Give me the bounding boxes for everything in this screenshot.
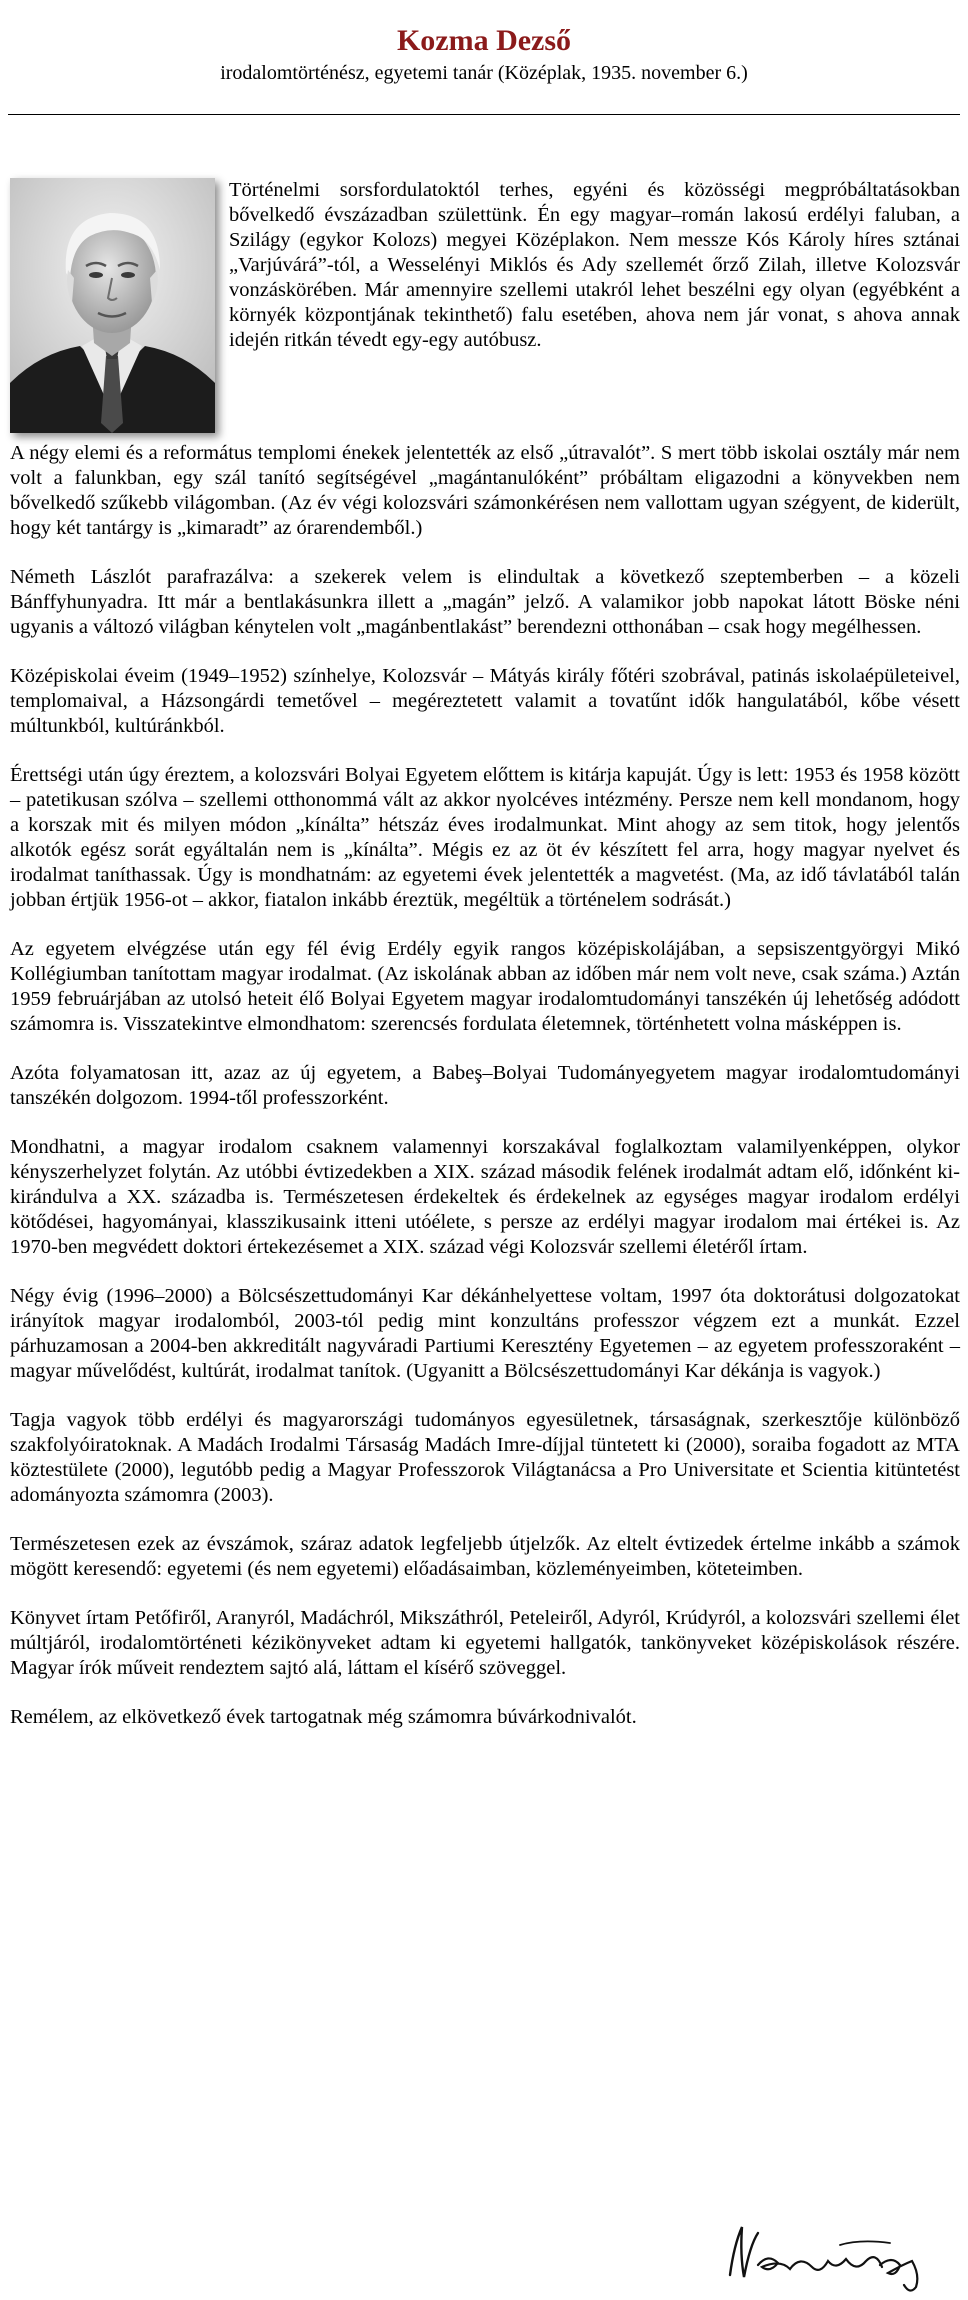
page-title: Kozma Dezső bbox=[396, 24, 572, 57]
paragraph-3: Németh Lászlót parafrazálva: a szekerek velem is elindultak a következő szeptemberben – a közeli Bánffyhunyadra. Itt már a bentlakásunkra illett a „magán” jelző. A valamikor jobb napokat látott Böske néni ugyanis a változó világban kénytelen volt „magánbentlakást” berendezni otthonában – csak hogy megélhessen. bbox=[10, 566, 960, 638]
paragraph-9: Négy évig (1996–2000) a Bölcsészettudományi Kar dékánhelyettese voltam, 1997 óta doktorátusi dolgozatokat irányítok magyar irodalomból, 2003-tól pedig mint konzultáns professzor végzem ezt a munkát. Ezzel párhuzamosan a 2004-ben akkreditált nagyváradi Partiumi Keresztény Egyetemen – az egyetem professzoraként – magyar művelődést, kultúrát, irodalmat tanítok. (Ugyanitt a Bölcsészettudományi Kar dékánja is vagyok.) bbox=[10, 1285, 960, 1382]
signature-icon bbox=[720, 2215, 950, 2295]
page-subtitle: irodalomtörténész, egyetemi tanár (Középlak, 1935. november 6.) bbox=[220, 62, 748, 84]
paragraph-7: Azóta folyamatosan itt, azaz az új egyetem, a Babeş–Bolyai Tudományegyetem magyar irodalomtudományi tanszékén dolgozom. 1994-től professzorként. bbox=[10, 1062, 960, 1109]
paragraph-6: Az egyetem elvégzése után egy fél évig Erdély egyik rangos középiskolájában, a sepsiszentgyörgyi Mikó Kollégiumban tanítottam magyar irodalmat. (Az iskolának abban az időben már nem volt neve, csak száma.) Aztán 1959 februárjában az utolsó heteit élő Bolyai Egyetem magyar irodalomtudományi tanszékén új lehetőség adódott számomra is. Visszatekintve elmondhatom: szerencsés fordulata életemnek, történhetett volna másképpen is. bbox=[10, 938, 960, 1035]
header bbox=[0, 0, 968, 86]
handwritten-signature bbox=[720, 2215, 950, 2295]
paragraph-2-text: A négy elemi és a református templomi énekek jelentették az első „útravalót”. S mert több iskolai osztály már nem volt a falunkban, egy szál tanító segítségével „magántanulóként” próbáltam eligazodni a könyvekben nem bővelkedő szűkebb világomban. (Az év végi kolozsvári számonkérésen nem vallottam ugyan szégyent, de kiderült, hogy két tantárgy is „kimaradt” az órarendemből.) bbox=[10, 442, 960, 539]
paragraph-12: Könyvet írtam Petőfiről, Aranyról, Madáchról, Mikszáthról, Peteleiről, Adyról, Krúdyról, a kolozsvári szellemi élet múltjáról, irodalomtörténeti kézikönyveket adtam ki egyetemi hallgatók, tankönyveket középiskolások részére. Magyar írók műveit rendeztem sajtó alá, láttam el kísérő szöveggel. bbox=[10, 1607, 960, 1679]
header-divider bbox=[8, 114, 960, 115]
portrait-photo bbox=[10, 178, 215, 433]
paragraph-13: Remélem, az elkövetkező évek tartogatnak még számomra búvárkodnivalót. bbox=[10, 1706, 637, 1728]
paragraph-10: Tagja vagyok több erdélyi és magyarországi tudományos egyesületnek, társaságnak, szerkesztője különböző szakfolyóiratoknak. A Madách Irodalmi Társaság Madách Imre-díjjal tüntetett ki (2000), soraiba fogadott az MTA köztestülete (2000), legutóbb pedig a Magyar Professzorok Világtanácsa a Pro Universitate et Scientia kitüntetést adományozta számomra (2003). bbox=[10, 1409, 960, 1506]
paragraph-2 bbox=[10, 441, 960, 541]
portrait-icon bbox=[10, 178, 215, 433]
paragraph-8: Mondhatni, a magyar irodalom csaknem valamennyi korszakával foglalkoztam valamilyenképpen, olykor kényszerhelyzet folytán. Az utóbbi évtizedekben a XIX. század második felének irodalmát adtam elő, időnként ki-kirándulva a XX. századba is. Természetesen érdekeltek és érdekelnek az egységes magyar irodalom erdélyi kötődései, hagyományai, klasszikusaink itteni utóélete, s persze az erdélyi magyar irodalom mai értékei is. Az 1970-ben megvédett doktori értekezésemet a XIX. század végi Kolozsvár szellemi életéről írtam. bbox=[10, 1136, 960, 1258]
paragraph-1: Történelmi sorsfordulatoktól terhes, egyéni és közösségi megpróbáltatásokban bővelkedő évszázadban születtünk. Én egy magyar–román lakosú erdélyi faluban, a Szilágy (egykor Kolozs) megyei Középlakon. Nem messze Kós Károly híres sztánai „Varjúvárá”-tól, a Wesselényi Miklós és Ady szellemét őrző Zilah, illetve Kolozsvár vonzáskörében. Már amennyire szellemi utakról lehet beszélni egy olyan (egyébként a környék központjának tekinthető) falu esetében, ahova nem jár vonat, s ahova annak idején ritkán tévedt egy-egy autóbusz. bbox=[229, 179, 960, 351]
paragraph-4: Középiskolai éveim (1949–1952) színhelye, Kolozsvár – Mátyás király főtéri szobrával, patinás iskolaépületeivel, templomaival, a Házsongárdi temetővel – megéreztetett valamit a tovatűnt idők hangulatából, kőbe vésett múltunkból, kultúránkból. bbox=[10, 665, 960, 737]
paragraph-5: Érettségi után úgy éreztem, a kolozsvári Bolyai Egyetem előttem is kitárja kapuját. Úgy is lett: 1953 és 1958 között – patetikusan szólva – szellemi otthonommá vált az akkor nyolcéves intézmény. Persze nem kell mondanom, hogy a korszak mit és milyen módon „kínálta” hétszáz éves irodalmunkat. Mint ahogy az sem titok, hogy jelentős alkotók egész sorát egyáltalán nem is „kínálta”. Mégis ez az öt év készített fel arra, hogy magyar nyelvet és irodalmat taníthassak. Úgy is mondhatnám: az egyetemi évek jelentették a magvetést. (Ma, az idő távlatából talán jobban értjük 1956-ot – akkor, fiatalon inkább éreztük, megéltük a történelem sodrását.) bbox=[10, 764, 960, 911]
article-body bbox=[10, 178, 960, 1754]
paragraph-11: Természetesen ezek az évszámok, száraz adatok legfeljebb útjelzők. Az eltelt évtizedek értelme inkább a számok mögött keresendő: egyetemi (és nem egyetemi) előadásaimban, közleményeimben, köteteimben. bbox=[10, 1533, 960, 1580]
